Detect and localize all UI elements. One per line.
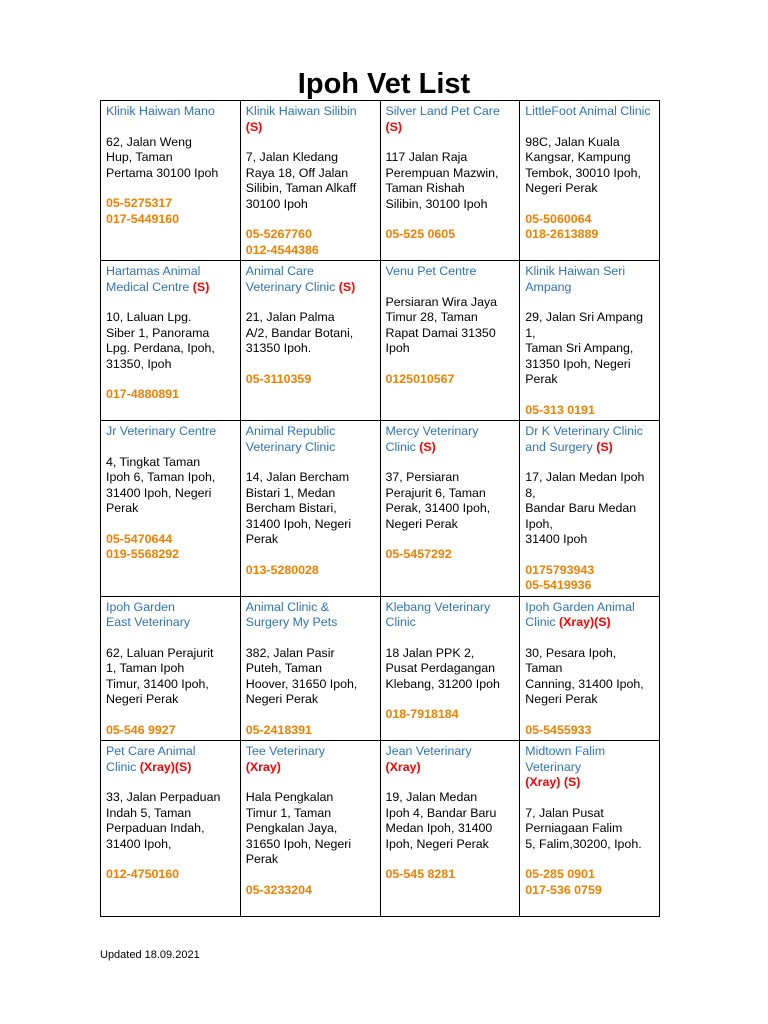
phone-list [106,532,235,563]
clinic-address: Hala Pengkalan Timur 1, Taman Pengkalan Jaya, 31650 Ipoh, Negeri Perak [245,790,352,866]
table-row [101,596,660,741]
phone-number: 05-5470644 [106,531,173,546]
clinic-address: 7, Jalan Kledang Raya 18, Off Jalan Silibin, Taman Alkaff 30100 Ipoh [245,150,357,211]
service-tag: (Xray)(S) [139,759,192,774]
service-tag: (S) [385,119,403,134]
phone-number: 05-5419936 [525,578,592,592]
phone-number: 018-2613889 [525,227,599,241]
vet-clinic-cell [101,596,241,741]
clinic-address: 4, Tingkat Taman Ipoh 6, Taman Ipoh, 31400 Ipoh, Negeri Perak [106,454,216,515]
clinic-name-line [525,424,654,455]
service-tag: (Xray) [245,759,281,774]
clinic-address: 14, Jalan Bercham Bistari 1, Medan Bercham Bistari, 31400 Ipoh, Negeri Perak [245,470,352,546]
phone-list [386,547,515,563]
phone-list [246,883,375,899]
vet-clinic-cell [380,741,520,917]
vet-clinic-cell [520,596,660,741]
vet-clinic-cell [101,421,241,597]
phone-number: 05-5275317 [106,196,173,210]
clinic-name-line [525,600,654,631]
phone-list [106,723,235,739]
clinic-address: 21, Jalan Palma A/2, Bandar Botani, 31350 Ipoh. [245,310,354,355]
phone-number: 05-5060064 [525,211,592,226]
phone-number: 017-4880891 [106,387,180,401]
phone-list [525,212,654,243]
clinic-name-line [525,264,654,295]
phone-list [246,723,375,739]
phone-list [106,196,235,227]
service-tag: (Xray) [385,759,421,774]
clinic-name: Klebang Veterinary Clinic [385,599,491,629]
phone-number: 05-5455933 [525,722,592,737]
vet-clinic-cell [240,741,380,917]
phone-number: 05-545 8281 [385,867,456,881]
vet-clinic-cell [380,596,520,741]
clinic-name: Silver Land Pet Care [385,104,500,118]
updated-date: Updated 18.09.2021 [100,949,200,961]
clinic-name-line [246,264,375,295]
clinic-address: 19, Jalan Medan Ipoh 4, Bandar Baru Medan Ipoh, 31400 Ipoh, Negeri Perak [385,790,497,851]
clinic-name: Animal Clinic & Surgery My Pets [245,599,338,629]
vet-clinic-cell [101,741,241,917]
clinic-name-line [106,744,235,775]
vet-clinic-cell [101,261,241,421]
clinic-name-line [386,104,515,135]
clinic-name-line [386,600,515,631]
clinic-name: Pet Care Animal Clinic [106,744,196,774]
table-row [101,101,660,261]
clinic-address: 10, Laluan Lpg. Siber 1, Panorama Lpg. Perdana, Ipoh, 31350, Ipoh [106,310,215,371]
clinic-name-line [246,744,375,775]
phone-number: 0175793943 [525,562,595,577]
phone-number: 05-546 9927 [106,722,176,737]
phone-list [386,867,515,883]
clinic-name: Venu Pet Centre [385,264,477,278]
vet-clinic-cell [520,741,660,917]
vet-clinic-cell [520,421,660,597]
clinic-name-line [386,744,515,775]
page-title: Ipoh Vet List [297,68,471,100]
phone-number: 05-313 0191 [525,402,595,417]
clinic-address: 33, Jalan Perpaduan Indah 5, Taman Perpaduan Indah, 31400 Ipoh, [106,790,221,851]
clinic-address: 382, Jalan Pasir Puteh, Taman Hoover, 31650 Ipoh, Negeri Perak [245,645,358,706]
clinic-name: Klinik Haiwan Seri Ampang [525,264,626,294]
phone-list [246,563,375,579]
phone-number: 05-3110359 [245,371,312,386]
clinic-name: Animal Care Veterinary Clinic [245,264,336,294]
clinic-name-line [106,600,235,631]
service-tag: (S) [192,279,210,294]
phone-number: 05-5267760 [245,227,312,241]
vet-clinic-cell [240,261,380,421]
vet-clinic-cell [520,261,660,421]
clinic-address: 29, Jalan Sri Ampang 1, Taman Sri Ampang, 31350 Ipoh, Negeri Perak [525,310,644,386]
clinic-address: 98C, Jalan Kuala Kangsar, Kampung Tembok, 30010 Ipoh, Negeri Perak [525,134,641,195]
clinic-name-line [525,104,654,120]
service-tag: (S) [338,279,356,294]
clinic-name-line [106,104,235,120]
clinic-name-line [246,600,375,631]
phone-list [386,227,515,243]
phone-number: 05-285 0901 [525,867,595,881]
vet-clinic-cell [380,261,520,421]
clinic-name-line [386,264,515,280]
clinic-name: Jr Veterinary Centre [106,424,217,438]
phone-list [525,563,654,594]
phone-number: 05-525 0605 [385,227,456,241]
clinic-address: Persiaran Wira Jaya Timur 28, Taman Rapat Damai 31350 Ipoh [385,294,498,355]
vet-list-table [100,100,660,917]
clinic-name-line [386,424,515,455]
table-row [101,741,660,917]
phone-number: 05-3233204 [245,882,312,897]
phone-list [386,707,515,723]
clinic-name: Jean Veterinary [385,744,472,758]
clinic-name: Hartamas Animal Medical Centre [106,264,201,294]
phone-list [525,867,654,898]
clinic-name-line [246,424,375,455]
clinic-address: 18 Jalan PPK 2, Pusat Perdagangan Klebang, 31200 Ipoh [385,645,500,691]
phone-number: 012-4544386 [245,242,319,257]
phone-list [525,723,654,739]
clinic-address: 62, Jalan Weng Hup, Taman Pertama 30100 Ipoh [106,134,219,180]
vet-clinic-cell [520,101,660,261]
clinic-name: Mercy Veterinary Clinic [385,424,479,454]
clinic-address: 30, Pesara Ipoh, Taman Canning, 31400 Ipoh, Negeri Perak [525,645,644,706]
clinic-name-line [246,104,375,135]
table-row [101,421,660,597]
phone-number: 017-536 0759 [525,882,602,897]
phone-list [525,403,654,419]
service-tag: (Xray)(S) [559,615,611,629]
service-tag: (Xray) (S) [525,775,581,789]
clinic-name: Dr K Veterinary Clinic and Surgery [525,424,643,454]
phone-list [106,867,235,883]
clinic-address: 62, Laluan Perajurit 1, Taman Ipoh Timur, 31400 Ipoh, Negeri Perak [106,645,214,706]
service-tag: (S) [245,119,263,134]
phone-list [246,227,375,258]
clinic-name-line [106,424,235,440]
phone-number: 017-5449160 [106,211,180,226]
vet-clinic-cell [101,101,241,261]
service-tag: (S) [596,439,613,454]
phone-number: 018-7918184 [385,707,459,721]
clinic-name: Klinik Haiwan Mano [106,104,215,118]
phone-number: 0125010567 [385,371,455,386]
clinic-address: 17, Jalan Medan Ipoh 8, Bandar Baru Medan Ipoh, 31400 Ipoh [525,470,645,546]
clinic-name: Animal Republic Veterinary Clinic [245,424,336,454]
clinic-name: LittleFoot Animal Clinic [525,104,651,118]
phone-number: 019-5568292 [106,547,180,561]
table-row [101,261,660,421]
clinic-name: Klinik Haiwan Silibin [245,104,357,118]
phone-number: 05-2418391 [245,722,312,737]
phone-number: 012-4750160 [106,867,180,881]
clinic-address: 7, Jalan Pusat Perniagaan Falim 5, Falim,30200, Ipoh. [525,805,642,851]
vet-clinic-cell [240,101,380,261]
vet-clinic-cell [380,421,520,597]
clinic-name: Midtown Falim Veterinary [525,744,606,774]
clinic-name-line [525,744,654,791]
clinic-name: Ipoh Garden East Veterinary [106,599,191,629]
vet-clinic-cell [380,101,520,261]
clinic-address: 117 Jalan Raja Perempuan Mazwin, Taman Rishah Silibin, 30100 Ipoh [385,150,499,211]
phone-number: 05-5457292 [385,547,452,561]
clinic-name: Tee Veterinary [245,744,325,758]
clinic-name: Ipoh Garden Animal Clinic [525,599,635,629]
vet-clinic-cell [240,421,380,597]
clinic-name-line [106,264,235,295]
service-tag: (S) [419,439,436,454]
clinic-address: 37, Persiaran Perajurit 6, Taman Perak, 31400 Ipoh, Negeri Perak [385,470,491,531]
phone-list [106,387,235,403]
vet-clinic-cell [240,596,380,741]
phone-list [386,372,515,388]
phone-list [246,372,375,388]
phone-number: 013-5280028 [245,562,319,577]
